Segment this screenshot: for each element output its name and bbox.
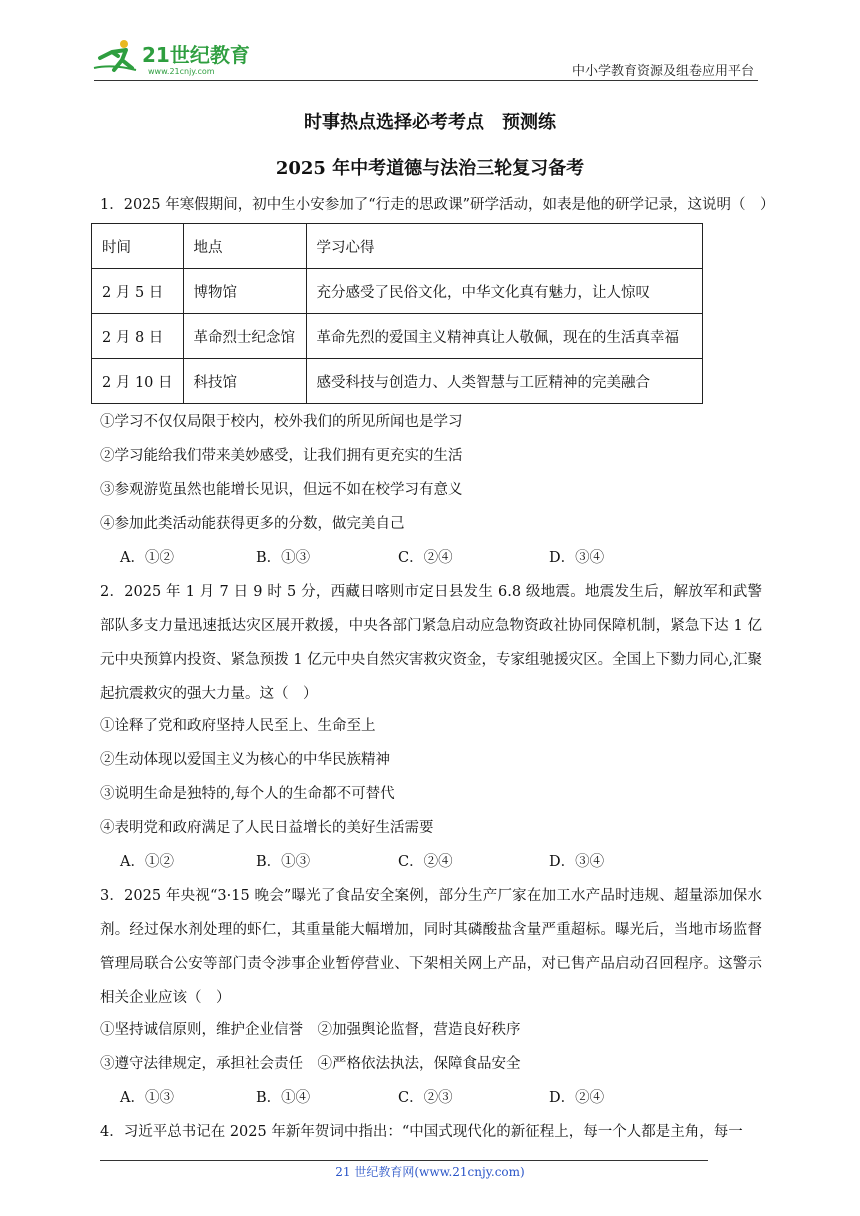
option-d[interactable]: D．②④ <box>549 1090 605 1106</box>
q2-statement-3: ③说明生命是独特的,每个人的生命都不可替代 <box>100 786 395 802</box>
option-b[interactable]: B．①④ <box>256 1090 311 1106</box>
table-cell: 革命烈士纪念馆 <box>183 314 306 359</box>
option-a[interactable]: A．①② <box>120 854 174 870</box>
option-c[interactable]: C．②③ <box>398 1090 453 1106</box>
logo-text: 21世纪教育 <box>142 43 250 67</box>
option-b[interactable]: B．①③ <box>256 550 311 566</box>
q3-statement-2: ③遵守法律规定，承担社会责任 ④严格依法执法，保障食品安全 <box>100 1056 521 1072</box>
doc-title: 时事热点选择必考考点 预测练 <box>304 112 556 133</box>
table-header-cell: 时间 <box>92 224 184 269</box>
q1-statement-1: ①学习不仅仅局限于校内，校外我们的所见所闻也是学习 <box>100 414 463 430</box>
q2-statement-4: ④表明党和政府满足了人民日益增长的美好生活需要 <box>100 820 434 836</box>
option-c[interactable]: C．②④ <box>398 854 453 870</box>
header-divider <box>94 80 758 81</box>
page-header <box>0 0 860 86</box>
table-cell: 博物馆 <box>183 269 306 314</box>
option-c[interactable]: C．②④ <box>398 550 453 566</box>
q2-stem: 2．2025 年 1 月 7 日 9 时 5 分，西藏日喀则市定日县发生 6.8 级地震。地震发生后，解放军和武警部队多支力量迅速抵达灾区展开救援，中央各部门紧急启动应急物资政社协同保障机制，紧急下达 1 亿元中央预算内投资、紧急预拨 1 亿元中央自然灾害救灾资金，专家组驰援灾区。全国上下勠力同心,汇聚起抗震救灾的强大力量。这（ ） <box>100 584 762 702</box>
q3-statement-1: ①坚持诚信原则，维护企业信誉 ②加强舆论监督，营造良好秩序 <box>100 1022 521 1038</box>
table-row <box>92 269 703 314</box>
q1-statement-2: ②学习能给我们带来美妙感受，让我们拥有更充实的生活 <box>100 448 463 464</box>
q1-record-table <box>91 223 703 404</box>
q3-stem: 3．2025 年央视“3·15 晚会”曝光了食品安全案例，部分生产厂家在加工水产品时违规、超量添加保水剂。经过保水剂处理的虾仁，其重量能大幅增加，同时其磷酸盐含量严重超标。曝光后，当地市场监督管理局联合公安等部门责令涉事企业暂停营业、下架相关网上产品，对已售产品启动召回程序。这警示相关企业应该（ ） <box>100 888 762 1006</box>
table-cell: 充分感受了民俗文化，中华文化真有魅力，让人惊叹 <box>306 269 702 314</box>
q4-stem: 4．习近平总书记在 2025 年新年贺词中指出：“中国式现代化的新征程上，每一个人都是主角，每一 <box>100 1124 743 1140</box>
table-header-cell: 学习心得 <box>306 224 702 269</box>
platform-name: 中小学教育资源及组卷应用平台 <box>571 64 754 79</box>
table-row <box>92 314 703 359</box>
table-cell: 感受科技与创造力、人类智慧与工匠精神的完美融合 <box>306 359 702 404</box>
table-header-cell: 地点 <box>183 224 306 269</box>
option-a[interactable]: A．①③ <box>120 1090 174 1106</box>
table-row <box>92 359 703 404</box>
q1-stem: 1．2025 年寒假期间，初中生小安参加了“行走的思政课”研学活动，如表是他的研学记录，这说明（ ） <box>100 197 775 213</box>
footer-link[interactable]: 21 世纪教育网(www.21cnjy.com) <box>335 1165 525 1179</box>
option-b[interactable]: B．①③ <box>256 854 311 870</box>
logo-url: www.21cnjy.com <box>148 67 215 76</box>
footer-divider <box>100 1160 708 1161</box>
table-cell: 科技馆 <box>183 359 306 404</box>
option-d[interactable]: D．③④ <box>549 550 605 566</box>
option-a[interactable]: A．①② <box>120 550 174 566</box>
table-cell: 革命先烈的爱国主义精神真让人敬佩，现在的生活真幸福 <box>306 314 702 359</box>
logo-head-icon <box>120 40 128 48</box>
logo-21cnjy <box>92 38 262 78</box>
q1-statement-4: ④参加此类活动能获得更多的分数，做完美自己 <box>100 516 405 532</box>
table-cell: 2 月 8 日 <box>92 314 184 359</box>
table-header-row <box>92 224 703 269</box>
option-d[interactable]: D．③④ <box>549 854 605 870</box>
doc-subtitle: 2025 年中考道德与法治三轮复习备考 <box>275 158 585 179</box>
q2-statement-2: ②生动体现以爱国主义为核心的中华民族精神 <box>100 752 390 768</box>
table-cell: 2 月 10 日 <box>92 359 184 404</box>
q1-statement-3: ③参观游览虽然也能增长见识，但远不如在校学习有意义 <box>100 482 463 498</box>
q2-statement-1: ①诠释了党和政府坚持人民至上、生命至上 <box>100 718 376 734</box>
table-cell: 2 月 5 日 <box>92 269 184 314</box>
